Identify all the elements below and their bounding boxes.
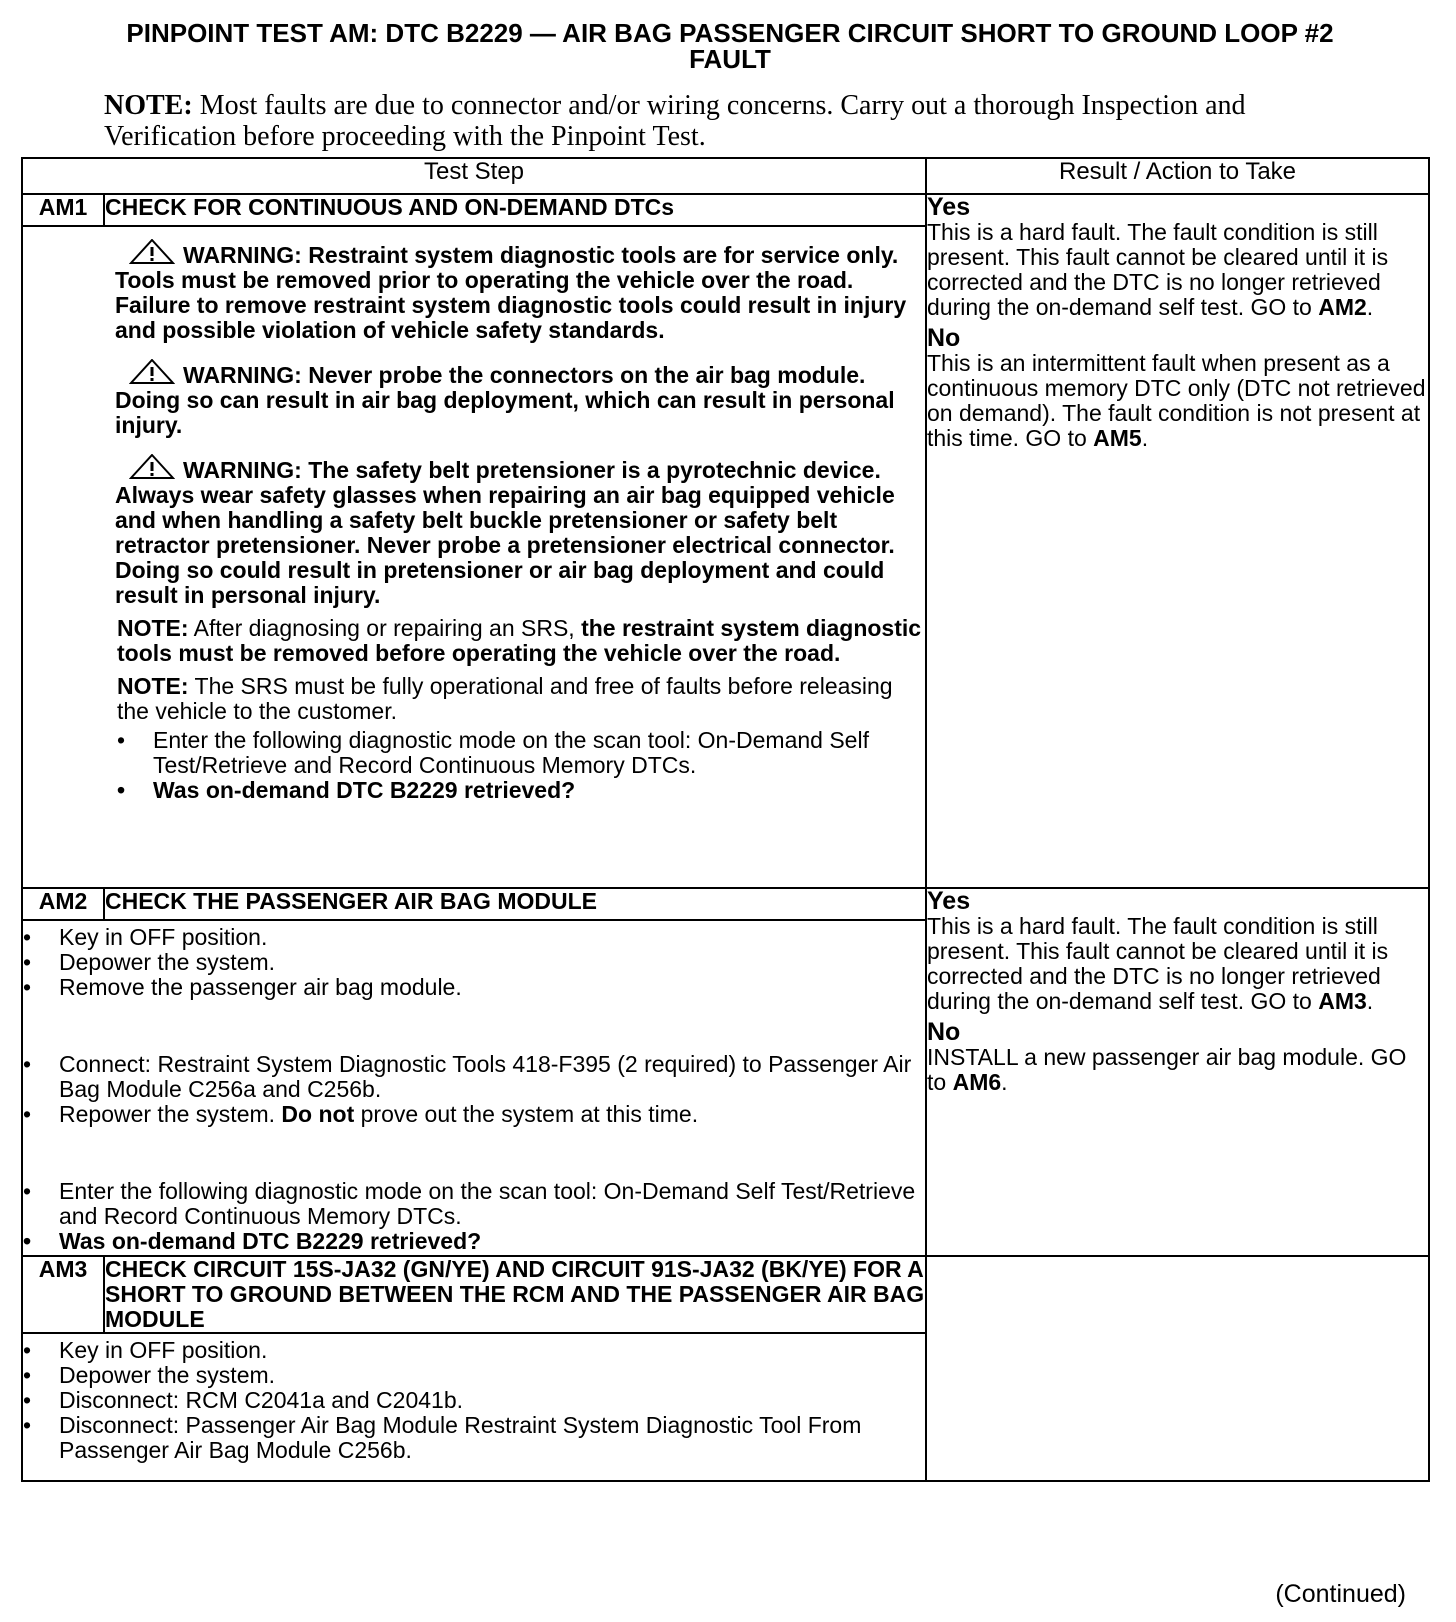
list-item: • Was on-demand DTC B2229 retrieved? bbox=[117, 778, 925, 803]
title-line-1: PINPOINT TEST AM: DTC B2229 — AIR BAG PASSENGER CIRCUIT SHORT TO GROUND LOOP #2 bbox=[126, 18, 1334, 48]
step-am1-id: AM1 bbox=[22, 194, 104, 226]
intro-note bbox=[104, 90, 1334, 152]
warning-triangle-icon bbox=[129, 359, 175, 385]
step-am3-result bbox=[926, 1256, 1429, 1481]
list-item: • Enter the following diagnostic mode on the scan tool: On-Demand Self Test/Retrieve and Record Continuous Memory DTCs. bbox=[23, 1179, 925, 1229]
step-am2-title: CHECK THE PASSENGER AIR BAG MODULE bbox=[104, 888, 926, 920]
step-am1-title: CHECK FOR CONTINUOUS AND ON-DEMAND DTCs bbox=[104, 194, 926, 226]
header-test-step: Test Step bbox=[22, 158, 926, 194]
continued-label: (Continued) bbox=[1275, 1580, 1406, 1608]
am1-no-label: No bbox=[927, 324, 961, 352]
am1-steps bbox=[117, 728, 925, 803]
am2-no-text: INSTALL a new passenger air bag module. GO to AM6. bbox=[927, 1044, 1407, 1095]
warning-2: WARNING: Never probe the connectors on the air bag module. Doing so can result in air bag deployment, which can result in personal injury. bbox=[115, 359, 925, 438]
intro-note-label: NOTE: bbox=[104, 90, 193, 121]
step-am2-body bbox=[22, 920, 926, 1256]
am1-yes-text: This is a hard fault. The fault condition is still present. This fault cannot be cleared until it is corrected and the DTC is no longer retrieved during the on-demand self test. GO to AM2. bbox=[927, 219, 1389, 320]
step-am3-id: AM3 bbox=[22, 1256, 104, 1333]
am1-yes-goto: AM2 bbox=[1318, 294, 1367, 320]
list-item: • Was on-demand DTC B2229 retrieved? bbox=[23, 1229, 925, 1254]
warning-1: WARNING: Restraint system diagnostic tools are for service only. Tools must be removed prior to operating the vehicle over the road. Failure to remove restraint system diagnostic tools could result in injury and possible violation of vehicle safety standards. bbox=[115, 239, 925, 343]
am1-yes-label: Yes bbox=[927, 193, 971, 221]
am2-yes-goto: AM3 bbox=[1318, 988, 1367, 1014]
am2-no-goto: AM6 bbox=[952, 1069, 1002, 1095]
step-am3-body bbox=[22, 1333, 926, 1481]
step-am2-id: AM2 bbox=[22, 888, 104, 920]
am1-no-goto: AM5 bbox=[1093, 425, 1142, 451]
list-item: • Key in OFF position. bbox=[23, 925, 925, 950]
warning-3: WARNING: The safety belt pretensioner is a pyrotechnic device. Always wear safety glasses when repairing an air bag equipped vehicle and when handling a safety belt buckle pretensioner or safety belt retractor pretensioner. Never probe a pretensioner electrical connector. Doing so could result in pretensioner or air bag deployment and could result in personal injury. bbox=[115, 454, 925, 608]
note-2: NOTE: The SRS must be fully operational and free of faults before releasing the vehicle to the customer. bbox=[117, 673, 893, 724]
header-result: Result / Action to Take bbox=[926, 158, 1429, 194]
list-item: • Remove the passenger air bag module. bbox=[23, 975, 925, 1000]
pinpoint-test-table bbox=[21, 157, 1430, 1482]
page-title bbox=[30, 20, 1430, 72]
warning-triangle-icon bbox=[129, 454, 175, 480]
am1-no-text: This is an intermittent fault when present as a continuous memory DTC only (DTC not retrieved on demand). The fault condition is not present at this time. GO to AM5. bbox=[927, 350, 1426, 451]
warning-triangle-icon bbox=[129, 239, 175, 265]
intro-note-text: Most faults are due to connector and/or wiring concerns. Carry out a thorough Inspection and Verification before proceeding with the Pinpoint Test. bbox=[104, 90, 1246, 152]
am2-no-label: No bbox=[927, 1018, 961, 1046]
list-item: • Key in OFF position. bbox=[23, 1338, 925, 1363]
list-item: • Disconnect: Passenger Air Bag Module Restraint System Diagnostic Tool From Passenger Air Bag Module C256b. bbox=[23, 1413, 925, 1463]
list-item: • Depower the system. bbox=[23, 1363, 925, 1388]
step-am1-title-row bbox=[22, 194, 1429, 226]
list-item: • Connect: Restraint System Diagnostic Tools 418-F395 (2 required) to Passenger Air Bag Module C256a and C256b. bbox=[23, 1052, 925, 1102]
header-row bbox=[22, 158, 1429, 194]
list-item: • Depower the system. bbox=[23, 950, 925, 975]
am2-steps-c bbox=[23, 1179, 925, 1254]
am2-yes-text: This is a hard fault. The fault condition is still present. This fault cannot be cleared until it is corrected and the DTC is no longer retrieved during the on-demand self test. GO to AM3. bbox=[927, 913, 1389, 1014]
step-am3-title: CHECK CIRCUIT 15S-JA32 (GN/YE) AND CIRCUIT 91S-JA32 (BK/YE) FOR A SHORT TO GROUND BETWEEN THE RCM AND THE PASSENGER AIR BAG MODULE bbox=[105, 1256, 925, 1332]
am2-steps-b bbox=[23, 1052, 925, 1127]
am2-yes-label: Yes bbox=[927, 887, 971, 915]
list-item: • Enter the following diagnostic mode on the scan tool: On-Demand Self Test/Retrieve and Record Continuous Memory DTCs. bbox=[117, 728, 925, 778]
am3-steps bbox=[23, 1338, 925, 1463]
step-am2-result bbox=[926, 888, 1429, 1256]
step-am3-title-row bbox=[22, 1256, 1429, 1333]
list-item: • Disconnect: RCM C2041a and C2041b. bbox=[23, 1388, 925, 1413]
am2-steps-a bbox=[23, 925, 925, 1000]
title-line-2: FAULT bbox=[689, 44, 771, 74]
note-1: NOTE: After diagnosing or repairing an SRS, the restraint system diagnostic tools must be removed before operating the vehicle over the road. bbox=[117, 615, 922, 666]
step-am1-body bbox=[22, 226, 926, 888]
list-item: • Repower the system. Do not prove out the system at this time. bbox=[23, 1102, 925, 1127]
step-am1-result bbox=[926, 194, 1429, 888]
step-am2-title-row bbox=[22, 888, 1429, 920]
